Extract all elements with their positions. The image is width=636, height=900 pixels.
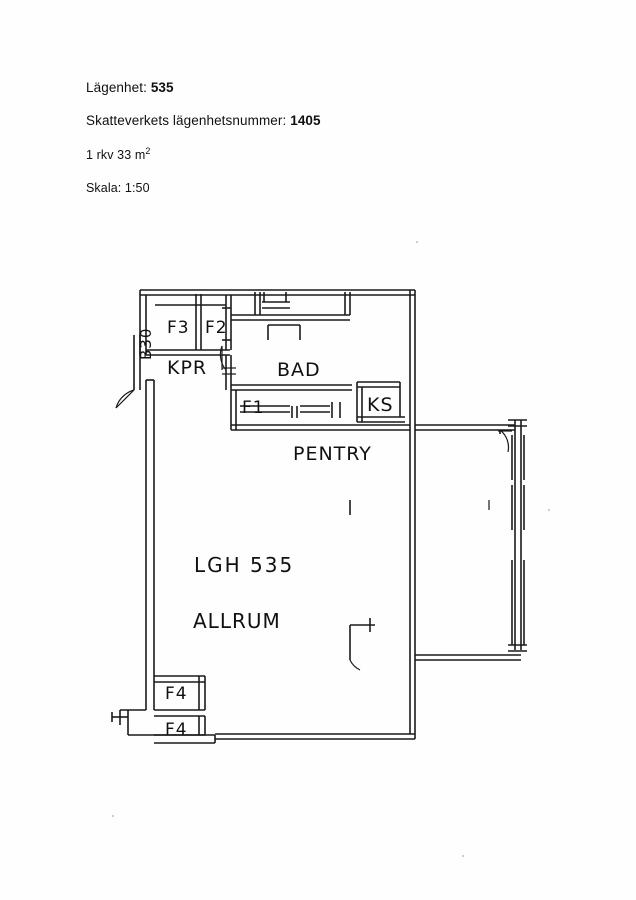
window-label-f3: F3	[167, 318, 190, 338]
scan-speck	[548, 509, 550, 511]
tax-number-line	[86, 113, 546, 129]
window-label-f4-upper: F4	[165, 684, 188, 704]
window-label-f4-lower: F4	[165, 720, 188, 740]
room-label-pentry: PENTRY	[293, 443, 372, 465]
size-text: 1 rkv 33 m	[86, 148, 146, 163]
window-label-f1: F1	[242, 398, 265, 418]
room-label-bad: BAD	[277, 359, 321, 381]
door-label-b30: B30	[137, 327, 155, 360]
header-block	[86, 80, 546, 213]
scale-value: 1:50	[124, 180, 150, 195]
tax-number-value: 1405	[290, 113, 321, 129]
scale-label: Skala:	[86, 180, 122, 195]
room-label-allrum: ALLRUM	[193, 609, 281, 633]
floorplan-drawing	[0, 230, 636, 790]
scale-line	[86, 181, 546, 196]
room-label-ks: KS	[367, 394, 394, 416]
apartment-value: 535	[150, 80, 174, 95]
window-label-f2: F2	[205, 318, 228, 338]
scan-speck	[112, 815, 114, 817]
scan-speck	[416, 241, 418, 243]
size-line	[86, 146, 546, 163]
apartment-line	[86, 80, 546, 96]
scan-speck	[462, 855, 464, 857]
tax-number-label: Skatteverkets lägenhetsnummer:	[86, 113, 287, 129]
floorplan-svg	[0, 230, 636, 790]
apartment-label: Lägenhet:	[86, 80, 147, 95]
size-superscript: 2	[145, 146, 151, 157]
floorplan-title: LGH 535	[194, 553, 295, 577]
room-label-kpr: KPR	[167, 357, 208, 379]
